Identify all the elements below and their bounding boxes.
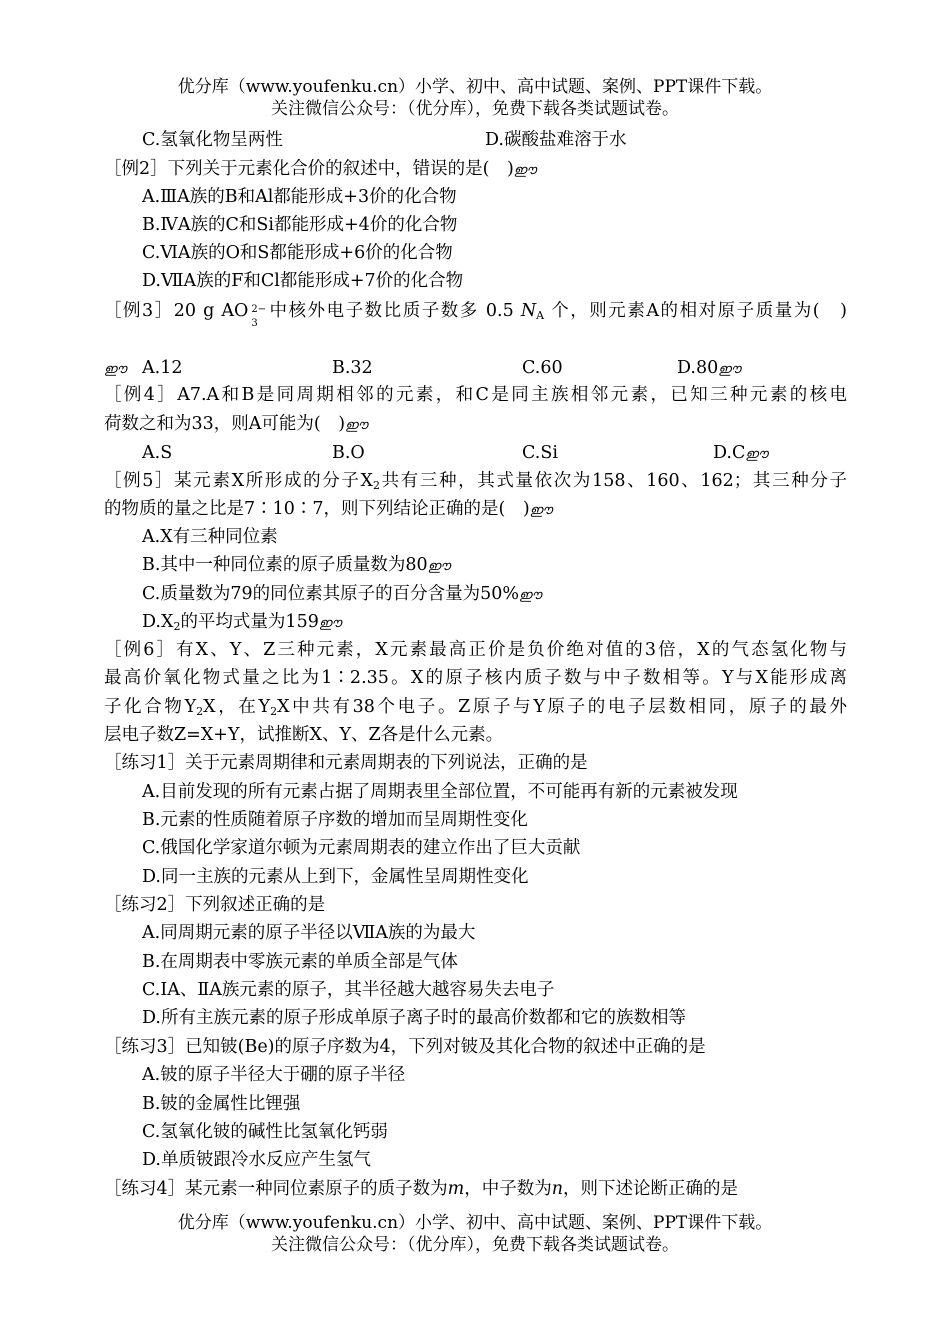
example-4-option-c: C.Si [522,443,558,463]
watermark-mark: ഈ [519,588,541,603]
watermark-mark: ഈ [345,418,367,433]
practice-2-option-c: C.ⅠA、ⅡA族元素的原子，其半径越大越容易失去电子 [142,980,555,1000]
example-5-option-c: C.质量数为79的同位素其原子的百分含量为50%ഈ [142,584,541,604]
example-3-option-b: B.32 [332,358,373,378]
footer-line-1: 优分库（www.youfenku.cn）小学、初中、高中试题、案例、PPT课件下载。 [177,1213,773,1233]
example-4-option-b: B.O [332,443,365,463]
practice-2-option-b: B.在周期表中零族元素的单质全部是气体 [142,952,458,972]
example-4-stem-line-1: ［例4］A7.A和B是同周期相邻的元素，和C是同主族相邻元素，已知三种元素的核电 [104,385,847,405]
example-2-option-b: B.ⅣA族的C和Si都能形成+4价的化合物 [142,215,458,235]
example-2-option-a: A.ⅢA族的B和Al都能形成+3价的化合物 [142,187,457,207]
example-6-line-1: ［例6］有X、Y、Z三种元素，X元素最高正价是负价绝对值的3倍，X的气态氢化物与 [104,640,847,660]
example-5-stem-line-1: ［例5］某元素X所形成的分子$X_2$共有三种，其式量依次为158、160、162；其三种分子 [104,471,847,492]
example-6-line-3: 子化合物$Y_2X$，在$Y_2X$中共有38个电子。Z原子与Y原子的电子层数相同，原子的最外 [104,697,848,718]
practice-3-option-c: C.氢氧化铍的碱性比氢氧化钙弱 [142,1122,388,1142]
watermark-mark: ഈ [513,163,536,178]
example-6-line-2: 最高价氧化物式量之比为1∶2.35。X的原子核内质子数与中子数相等。Y与X能形成离 [104,668,847,688]
example-3-option-d: D.80ഈ [677,358,740,378]
practice-1-option-b: B.元素的性质随着原子序数的增加而呈周期性变化 [142,810,528,830]
watermark-mark: ഈ [427,559,450,574]
prev-option-c: C.氢氧化物呈两性 [142,130,283,150]
practice-1-option-d: D.同一主族的元素从上到下，金属性呈周期性变化 [142,867,529,887]
example-2-option-d: D.ⅦA族的F和Cl都能形成+7价的化合物 [142,271,464,291]
practice-2-stem: ［练习2］下列叙述正确的是 [104,895,326,915]
example-3-stem: ［例3］20 g AO 2− 3 中核外电子数比质子数多 0.5 $N_A$ 个，则元素A的相对原子质量为( ) [104,301,847,329]
practice-1-stem: ［练习1］关于元素周期律和元素周期表的下列说法，正确的是 [104,753,588,773]
header-line-2: 关注微信公众号：（优分库），免费下载各类试题试卷。 [271,99,679,119]
example-4-stem-line-2: 荷数之和为33，则A可能为( )ഈ [104,414,367,434]
example-5-option-d: $D.X_2$的平均式量为159ഈ [142,612,341,633]
example-3-mark [104,356,125,382]
watermark-mark: ഈ [745,447,767,462]
example-3-option-c: C.60 [522,358,563,378]
example-3-option-a: A.12 [142,358,183,378]
watermark-mark: ഈ [318,616,341,631]
example-6-line-4: 层电子数Z=X+Y，试推断X、Y、Z各是什么元素。 [104,725,504,745]
practice-1-option-c: C.俄国化学家道尔顿为元素周期表的建立作出了巨大贡献 [142,838,581,858]
example-5-option-a: A.X有三种同位素 [142,527,278,547]
watermark-mark: ഈ [718,362,740,377]
practice-3-option-a: A.铍的原子半径大于硼的原子半径 [142,1065,406,1085]
example-2-stem: ［例2］下列关于元素化合价的叙述中，错误的是( )ഈ [104,159,536,179]
watermark-mark: ഈ [529,503,552,518]
practice-1-option-a: A.目前发现的所有元素占据了周期表里全部位置，不可能再有新的元素被发现 [142,782,738,802]
example-4-option-d: D.Cഈ [713,443,767,463]
ion-charge: 2− 3 [251,304,267,329]
practice-2-option-d: D.所有主族元素的原子形成单原子离子时的最高价数都和它的族数相等 [142,1008,686,1028]
footer-line-2: 关注微信公众号：（优分库），免费下载各类试题试卷。 [271,1235,679,1255]
example-4-option-a: A.S [142,443,173,463]
example-5-option-b: B.其中一种同位素的原子质量数为80ഈ [142,555,450,575]
prev-option-d: D.碳酸盐难溶于水 [485,130,627,150]
practice-3-stem: ［练习3］已知铍(Be)的原子序数为4，下列对铍及其化合物的叙述中正确的是 [104,1037,706,1057]
practice-2-option-a: A.同周期元素的原子半径以ⅦA族的为最大 [142,923,476,943]
header-line-1: 优分库（www.youfenku.cn）小学、初中、高中试题、案例、PPT课件下载。 [177,77,773,97]
practice-4-stem: ［练习4］某元素一种同位素原子的质子数为m，中子数为n，则下述论断正确的是 [104,1179,739,1199]
example-5-stem-line-2: 的物质的量之比是7∶10∶7，则下列结论正确的是( )ഈ [104,499,552,519]
practice-3-option-d: D.单质铍跟冷水反应产生氢气 [142,1150,371,1170]
example-2-option-c: C.ⅥA族的O和S都能形成+6价的化合物 [142,243,453,263]
practice-3-option-b: B.铍的金属性比锂强 [142,1094,301,1114]
watermark-mark: ഈ [104,362,126,377]
